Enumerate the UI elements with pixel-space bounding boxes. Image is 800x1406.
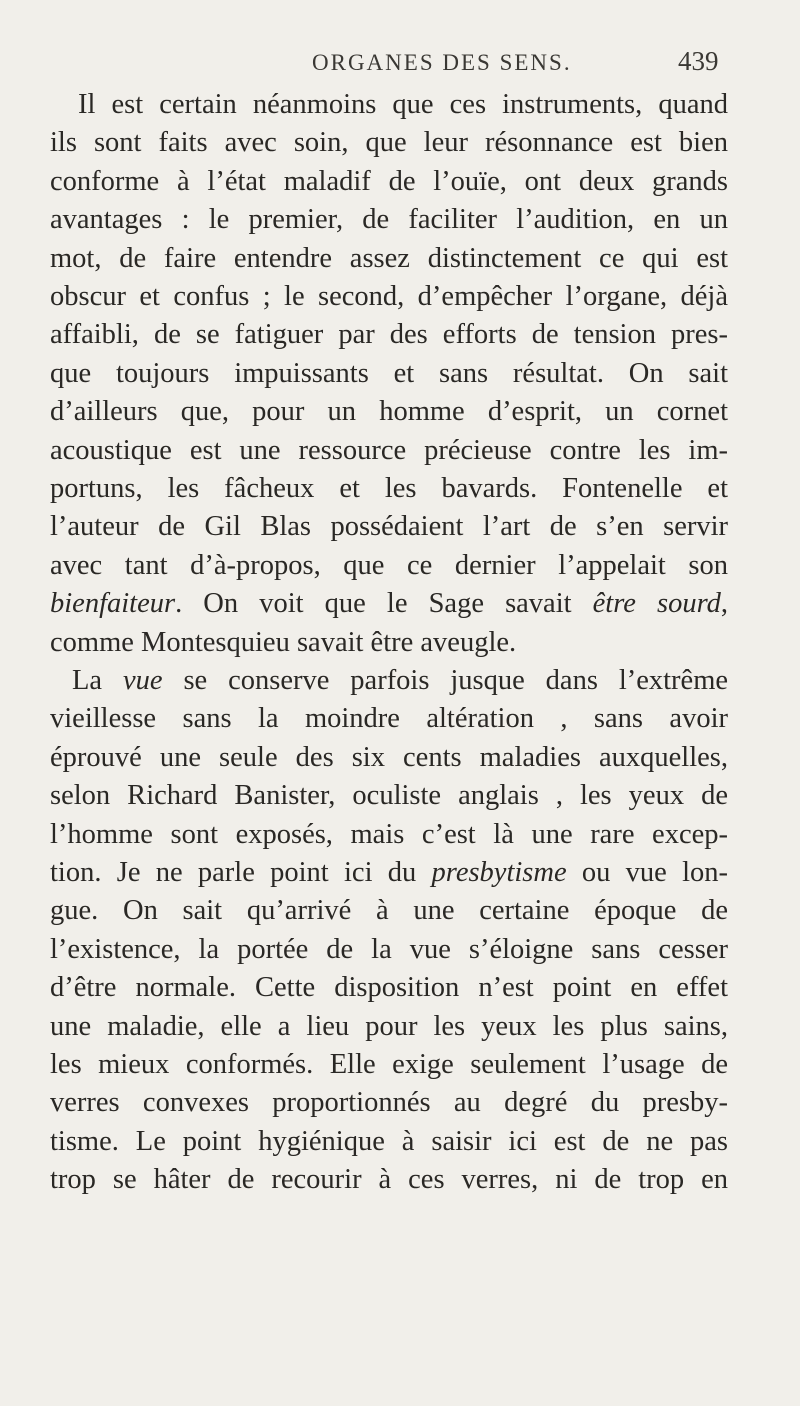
text-line: l’auteur de Gil Blas possédaient l’art de s’en servir — [50, 511, 728, 542]
text-segment: se conserve parfois jusque dans l’extrême — [162, 665, 729, 696]
text-line: conforme à l’état maladif de l’ouïe, ont deux grands — [50, 166, 728, 197]
text-segment: La — [72, 665, 123, 696]
text-line: l’homme sont exposés, mais c’est là une rare excep- — [50, 819, 728, 850]
text-line: comme Montesquieu savait être aveugle. — [50, 627, 517, 658]
text-line: d’ailleurs que, pour un homme d’esprit, un cornet — [50, 396, 728, 427]
text-line: avec tant d’à-propos, que ce dernier l’appelait son — [50, 550, 728, 581]
text-line: mot, de faire entendre assez distinctement ce qui est — [50, 243, 728, 274]
text-line: obscur et confus ; le second, d’empêcher l’organe, déjà — [50, 281, 728, 312]
italic-phrase: bienfaiteur — [50, 588, 176, 619]
running-head: ORGANES DES SENS. — [312, 50, 572, 75]
text-line: éprouvé une seule des six cents maladies auxquelles, — [50, 742, 728, 773]
text-line — [50, 585, 728, 623]
text-line: portuns, les fâcheux et les bavards. Fontenelle et — [50, 473, 728, 504]
text-line: que toujours impuissants et sans résultat. On sait — [50, 358, 728, 389]
text-line: avantages : le premier, de faciliter l’audition, en un — [50, 204, 728, 235]
text-segment: tion. Je ne parle point ici du — [50, 857, 432, 888]
text-line — [50, 854, 728, 892]
text-line: acoustique est une ressource précieuse contre les im- — [50, 435, 728, 466]
italic-phrase: presbytisme — [431, 857, 567, 888]
text-line — [72, 662, 728, 700]
text-segment: . On voit que le Sage savait — [175, 588, 593, 619]
text-line: verres convexes proportionnés au degré du presby- — [50, 1087, 728, 1118]
italic-phrase: vue — [122, 665, 163, 696]
text-line: Il est certain néanmoins que ces instruments, quand — [78, 89, 728, 120]
page-number: 439 — [678, 46, 719, 76]
text-line: l’existence, la portée de la vue s’éloigne sans cesser — [50, 934, 728, 965]
text-line: affaibli, de se fatiguer par des efforts de tension pres- — [50, 319, 728, 350]
text-line: gue. On sait qu’arrivé à une certaine époque de — [50, 895, 728, 926]
text-line: d’être normale. Cette disposition n’est point en effet — [50, 972, 728, 1003]
text-line: selon Richard Banister, oculiste anglais , les yeux de — [50, 780, 728, 811]
italic-phrase: être sourd — [592, 588, 721, 619]
text-line: vieillesse sans la moindre altération , sans avoir — [50, 703, 728, 734]
text-line: tisme. Le point hygiénique à saisir ici est de ne pas — [50, 1126, 728, 1157]
text-line: les mieux conformés. Elle exige seulement l’usage de — [50, 1049, 728, 1080]
text-line: trop se hâter de recourir à ces verres, ni de trop en — [50, 1164, 728, 1195]
text-segment: ou vue lon- — [566, 857, 728, 888]
text-line: ils sont faits avec soin, que leur résonnance est bien — [50, 127, 728, 158]
text-segment: , — [720, 588, 728, 619]
text-line: une maladie, elle a lieu pour les yeux les plus sains, — [50, 1011, 728, 1042]
